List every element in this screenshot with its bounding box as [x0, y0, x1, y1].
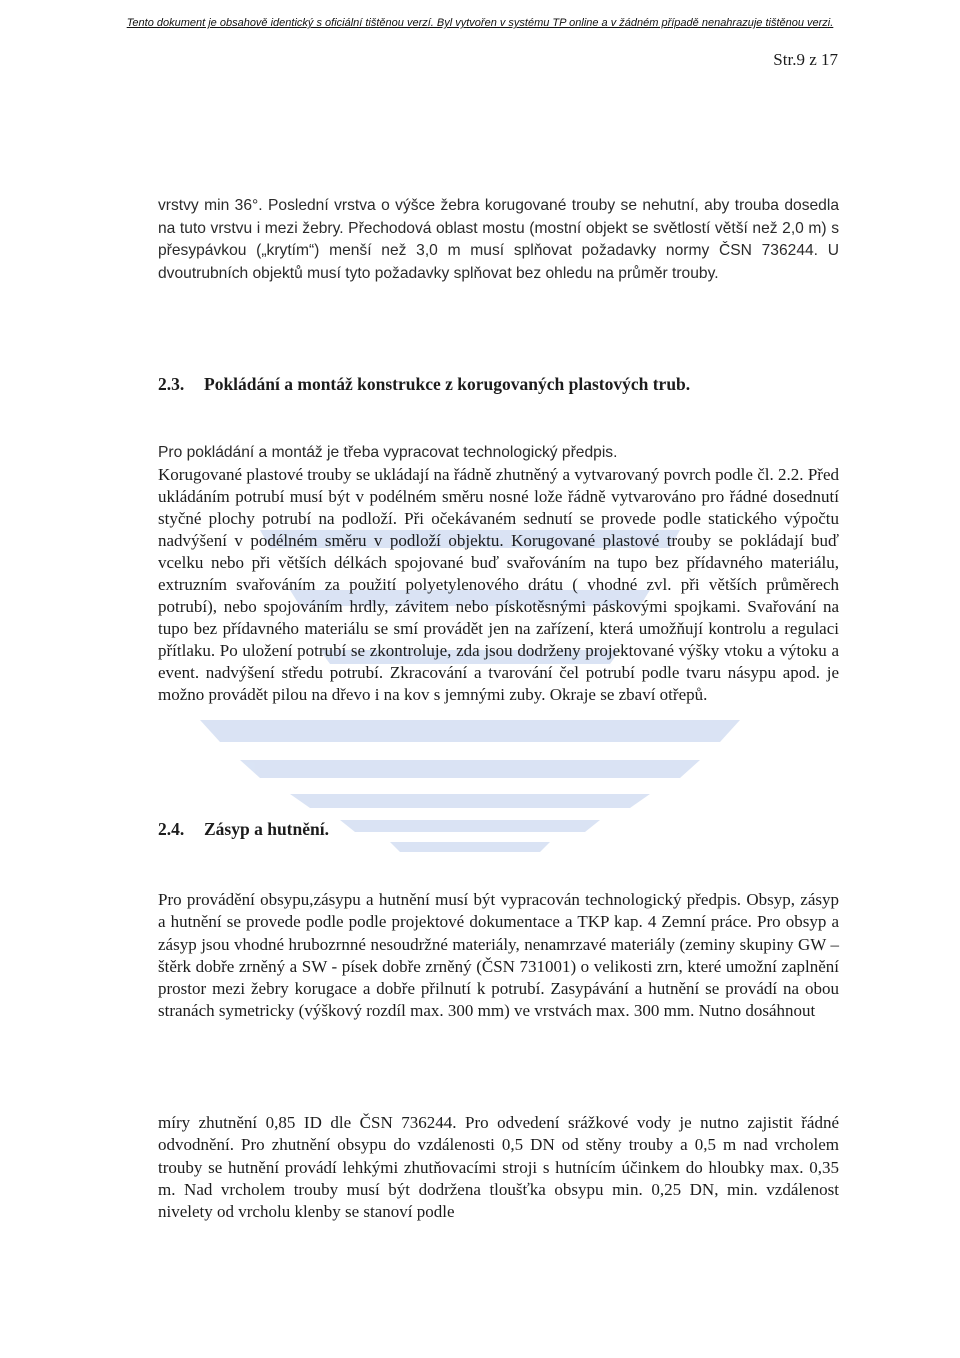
section-title: Pokládání a montáž konstrukce z korugovaných plastových trub.	[204, 374, 691, 394]
paragraph-crossing-area: vrstvy min 36°. Poslední vrstva o výšce žebra korugované trouby se nehutní, aby trouba dosedla na tuto vrstvu i mezi žebry. Přechodová oblast mostu (mostní objekt se světlostí větší než 2,0 m) s přesypávkou („krytím“) menší než 3,0 m musí splňovat požadavky normy ČSN 736244. U dvoutrubních objektů musí tyto požadavky splňovat bez ohledu na průměr trouby.	[158, 197, 839, 282]
paragraph-backfill: Pro provádění obsypu,zásypu a hutnění musí být vypracován technologický předpis. Obsyp, zásyp a hutnění se provede podle podle projektové dokumentace a TKP kap. 4 Zemní práce. Pro obsyp a zásyp jsou vhodné hrubozrnné nesoudržné materiály, nenamrzavé materiály (zeminy skupiny GW – štěrk dobře zrněný a SW - písek dobře zrněný (ČSN 731001) o velikosti zrn, které umožní zaplnění prostor mezi žebry korugace a dobře přilnutí k potrubí. Zasypávání a hutnění se provádí na obou stranách symetricky (výškový rozdíl max. 300 mm) ve vrstvách max. 300 mm. Nutno dosáhnout	[158, 890, 839, 1021]
paragraph-technological-instruction: Pro pokládání a montáž je třeba vypracovat technologický předpis.	[158, 444, 618, 461]
section-number: 2.3.	[158, 374, 185, 394]
section-heading-2-4	[158, 819, 329, 840]
page-number: Str.9 z 17	[773, 50, 838, 69]
official-version-banner: Tento dokument je obsahově identický s oficiální tištěnou verzí. Byl vytvořen v systému TP online a v žádném případě nenahrazuje tištěnou verzi.	[126, 17, 834, 29]
section-number: 2.4.	[158, 819, 185, 839]
paragraph-compaction: míry zhutnění 0,85 ID dle ČSN 736244. Pro odvedení srážkové vody je nutno zajistit řádné odvodnění. Pro zhutnění obsypu do vzdálenosti 0,5 DN od stěny trouby a 0,5 m nad vrcholem trouby se hutnění provádí lehkými zhutňovacími stroji s hutnícím účinkem do hloubky max. 0,35 m. Nad vrcholem trouby musí být dodržena tloušťka obsypu min. 0,25 DN, min. vzdálenost nivelety od vrcholu klenby se stanoví podle	[158, 1113, 839, 1222]
section-heading-2-3	[158, 374, 690, 395]
section-title: Zásyp a hutnění.	[204, 819, 329, 839]
paragraph-pipe-laying: Korugované plastové trouby se ukládají na řádně zhutněný a vytvarovaný povrch podle čl. 2.2. Před ukládáním potrubí musí být v podélném směru nosné lože řádně vytvarováno pro řádné dosednutí styčné plochy potrubí na podloží. Při očekávaném sednutí se provede podle statického výpočtu nadvýšení v podélném směru v podloží objektu. Korugované plastové trouby se pokládají buď vcelku nebo při větších délkách spojované buď svařováním na tupo bez přídavného materiálu, extruzním svařováním za použití polyetylenového drátu ( vhodné zvl. při větších průměrech potrubí), nebo spojováním hrdly, závitem nebo pískotěsnými páskovými spojkami. Svařování na tupo bez přídavného materiálu se smí provádět jen na zařízení, která umožňují kontrolu a regulaci přítlaku. Po uložení potrubí se zkontroluje, zda jsou dodrženy projektované výšky vtoku a výtoku a event. nadvýšení středu potrubí. Zkracování a tvarování čel potrubí podle tvaru násypu apod. je možno provádět pilou na dřevo i na kov s jemnými zuby. Okraje se zbaví otřepů.	[158, 465, 839, 704]
